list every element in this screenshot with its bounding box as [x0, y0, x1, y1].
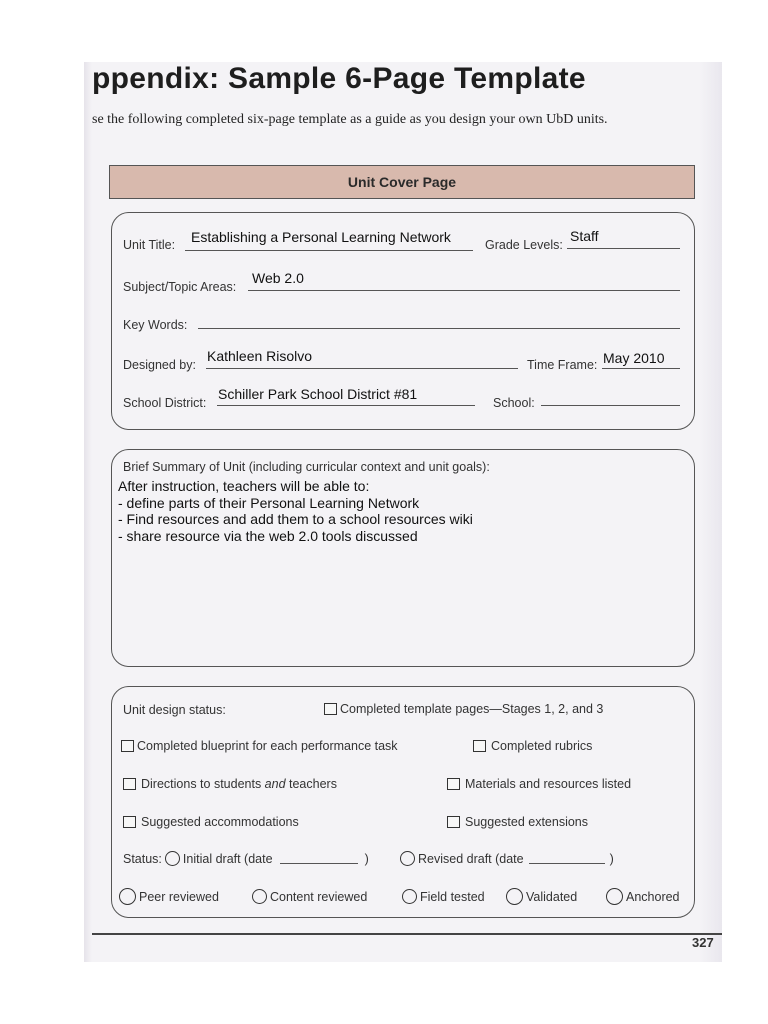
grade-levels-label: Grade Levels:: [485, 238, 563, 252]
subject-field[interactable]: Web 2.0: [252, 270, 304, 286]
radio[interactable]: [252, 889, 267, 904]
checkbox[interactable]: [447, 778, 460, 790]
completed-rubrics-item[interactable]: [473, 739, 592, 753]
page-gutter-shadow: [84, 62, 92, 962]
intro-text: se the following completed six-page template as a guide as you design your own UbD units.: [92, 112, 608, 127]
extensions-label: Suggested extensions: [465, 815, 589, 829]
designed-by-label: Designed by:: [123, 358, 196, 372]
revised-draft-label: Revised draft (date: [418, 851, 524, 866]
radio[interactable]: [402, 889, 417, 904]
completed-blueprint-item[interactable]: [121, 739, 398, 753]
anchored-item[interactable]: [606, 888, 680, 905]
radio[interactable]: [165, 851, 180, 866]
unit-title-line: [185, 250, 473, 251]
accommodations-item[interactable]: [123, 815, 299, 829]
validated-label: Validated: [526, 889, 578, 904]
banner-label: Unit Cover Page: [347, 174, 457, 190]
designed-by-line: [206, 368, 518, 369]
materials-item[interactable]: [447, 777, 631, 791]
designed-by-field[interactable]: Kathleen Risolvo: [207, 348, 313, 364]
time-frame-line: [602, 368, 680, 369]
revised-draft-date-line[interactable]: [529, 863, 605, 864]
completed-rubrics-label: Completed rubrics: [491, 739, 593, 753]
grade-levels-line: [567, 248, 680, 249]
summary-line: - define parts of their Personal Learning Network: [118, 494, 420, 511]
time-frame-field[interactable]: May 2010: [603, 350, 665, 366]
field-tested-label: Field tested: [420, 889, 485, 904]
directions-label: Directions to students and teachers: [141, 777, 337, 791]
unit-title-field[interactable]: Establishing a Personal Learning Network: [191, 229, 451, 245]
unit-title-label: Unit Title:: [123, 238, 176, 252]
school-district-line: [217, 405, 475, 406]
school-district-label: School District:: [123, 396, 207, 410]
unit-cover-banner: [109, 165, 695, 199]
peer-reviewed-item[interactable]: [119, 888, 219, 905]
completed-blueprint-label: Completed blueprint for each performance task: [137, 739, 398, 753]
checkbox[interactable]: [324, 703, 337, 715]
summary-line: - share resource via the web 2.0 tools discussed: [118, 527, 418, 544]
footer-rule: [92, 933, 722, 935]
validated-item[interactable]: [506, 888, 577, 905]
subject-label: Subject/Topic Areas:: [123, 280, 237, 294]
completed-template-item[interactable]: [324, 702, 603, 716]
keywords-label: Key Words:: [123, 318, 188, 332]
checkbox[interactable]: [447, 816, 460, 828]
initial-draft-date-line[interactable]: [280, 863, 358, 864]
content-reviewed-item[interactable]: [252, 889, 367, 904]
directions-item[interactable]: [123, 777, 337, 791]
materials-label: Materials and resources listed: [465, 777, 632, 791]
checkbox[interactable]: [123, 816, 136, 828]
keywords-line[interactable]: [198, 328, 680, 329]
checkbox[interactable]: [123, 778, 136, 790]
design-status-box: [111, 686, 695, 918]
checkbox[interactable]: [473, 740, 486, 752]
radio[interactable]: [606, 888, 623, 905]
school-district-field[interactable]: Schiller Park School District #81: [218, 386, 418, 402]
initial-draft-label: Initial draft (date: [182, 851, 273, 866]
school-line[interactable]: [541, 405, 680, 406]
anchored-label: Anchored: [626, 889, 680, 904]
radio[interactable]: [400, 851, 415, 866]
page-title: ppendix: Sample 6-Page Template: [92, 62, 586, 95]
extensions-item[interactable]: [447, 815, 588, 829]
checkbox[interactable]: [121, 740, 134, 752]
summary-line: After instruction, teachers will be able to:: [118, 478, 370, 494]
revised-draft-item[interactable]: Revised draft (date ): [400, 851, 614, 866]
school-label: School:: [493, 396, 535, 410]
subject-line: [248, 290, 680, 291]
field-tested-item[interactable]: [402, 889, 485, 904]
summary-line: - Find resources and add them to a school resources wiki: [118, 511, 473, 527]
peer-reviewed-label: Peer reviewed: [139, 889, 219, 904]
page-edge-shadow: [700, 62, 722, 962]
status-label: Status:: [123, 851, 162, 866]
completed-template-label: Completed template pages—Stages 1, 2, and 3: [340, 702, 604, 716]
page-number: 327: [692, 935, 714, 950]
grade-levels-field[interactable]: Staff: [570, 228, 599, 244]
initial-draft-item[interactable]: Status: Initial draft (date ): [123, 851, 369, 866]
time-frame-label: Time Frame:: [527, 358, 598, 372]
radio[interactable]: [119, 888, 136, 905]
radio[interactable]: [506, 888, 523, 905]
design-status-label: Unit design status:: [123, 703, 226, 717]
summary-heading: Brief Summary of Unit (including curricular context and unit goals):: [123, 460, 490, 474]
content-reviewed-label: Content reviewed: [270, 889, 368, 904]
summary-text[interactable]: [118, 478, 678, 544]
accommodations-label: Suggested accommodations: [141, 815, 299, 829]
